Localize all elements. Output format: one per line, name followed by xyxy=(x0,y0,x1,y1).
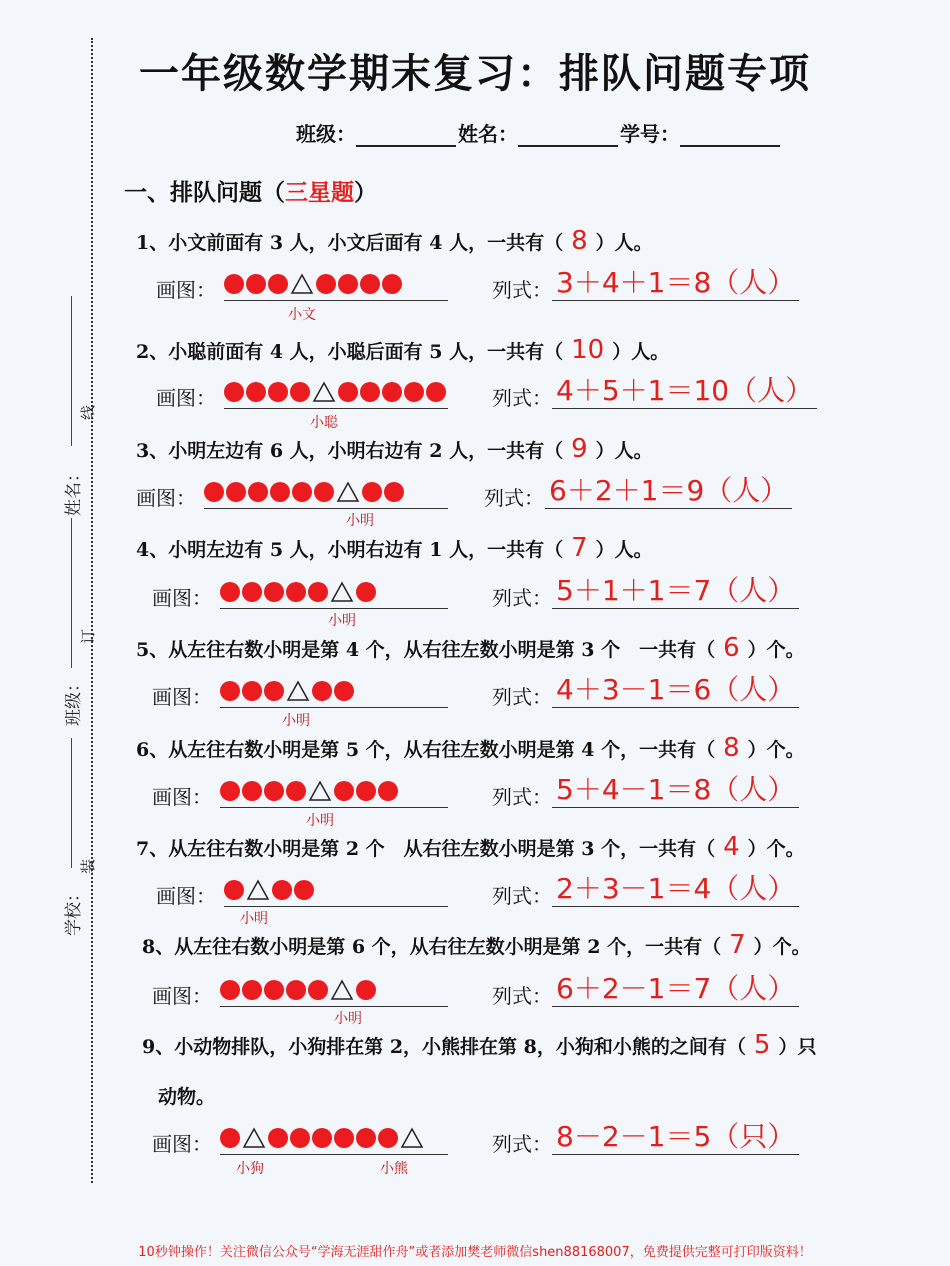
formula-label: 列式： xyxy=(492,1132,552,1156)
formula-answer: 8－2－1＝5（只） xyxy=(552,1120,799,1155)
person-dot xyxy=(404,382,424,402)
queue-drawing xyxy=(224,378,448,409)
person-dot xyxy=(242,781,262,801)
person-dot xyxy=(286,781,306,801)
binding-dotted-line xyxy=(91,38,93,1183)
person-dot xyxy=(268,274,288,294)
person-dot xyxy=(242,980,262,1000)
person-dot xyxy=(224,880,244,900)
person-dot xyxy=(270,482,290,502)
draw-label: 画图： xyxy=(152,984,212,1008)
person-dot xyxy=(290,1128,310,1148)
target-triangle-icon xyxy=(336,481,360,503)
question-text: 8、从左往右数小明是第 6 个，从右往左数小明是第 2 个，一共有（ xyxy=(142,936,722,958)
person-dot xyxy=(378,1128,398,1148)
person-dot xyxy=(338,274,358,294)
formula-answer: 2＋3－1＝4（人） xyxy=(552,872,799,907)
question-text: 2、小聪前面有 4 人，小聪后面有 5 人，一共有（ xyxy=(136,341,564,363)
target-triangle-icon xyxy=(312,381,336,403)
person-dot xyxy=(308,980,328,1000)
question-tail: ）人。 xyxy=(595,232,653,254)
target-triangle-icon xyxy=(242,1127,266,1149)
question-2 xyxy=(136,335,669,365)
target-triangle-icon xyxy=(246,879,270,901)
formula-label: 列式： xyxy=(484,486,544,510)
queue-drawing xyxy=(220,976,448,1007)
question-tail: ）人。 xyxy=(595,440,653,462)
formula-answer: 5＋1＋1＝7（人） xyxy=(552,574,799,609)
person-dot xyxy=(226,482,246,502)
answer-value: 6 xyxy=(723,633,740,663)
person-dot xyxy=(204,482,224,502)
answer-value: 7 xyxy=(729,930,746,960)
person-dot xyxy=(426,382,446,402)
person-dot xyxy=(268,1128,288,1148)
person-dot xyxy=(308,582,328,602)
person-dot xyxy=(268,382,288,402)
person-dot xyxy=(312,681,332,701)
question-text: 6、从左往右数小明是第 5 个，从右往左数小明是第 4 个，一共有（ xyxy=(136,739,716,761)
formula-answer: 3＋4＋1＝8（人） xyxy=(552,266,799,301)
person-dot xyxy=(264,582,284,602)
target-triangle-icon xyxy=(290,273,314,295)
person-dot xyxy=(220,1128,240,1148)
person-label: 小明 xyxy=(306,813,334,829)
question-tail: ）个。 xyxy=(753,936,811,958)
question-text: 4、小明左边有 5 人，小明右边有 1 人，一共有（ xyxy=(136,539,564,561)
section-suffix: ） xyxy=(354,180,377,206)
person-dot xyxy=(264,681,284,701)
answer-value: 10 xyxy=(571,335,605,365)
side-line-class xyxy=(71,518,72,668)
question-7 xyxy=(136,832,805,862)
page-title: 一年级数学期末复习：排队问题专项 xyxy=(139,51,811,97)
person-dot xyxy=(362,482,382,502)
section-heading xyxy=(124,174,377,207)
question-text: 9、小动物排队，小狗排在第 2，小熊排在第 8，小狗和小熊的之间有（ xyxy=(142,1036,746,1058)
question-tail: ）个。 xyxy=(747,838,805,860)
person-label: 小明 xyxy=(240,911,268,927)
footer-note: 10秒钟操作！关注微信公众号“学海无涯甜作舟”或者添加樊老师微信shen88168007，免费提供完整可打印版资料！ xyxy=(138,1245,812,1260)
person-dot xyxy=(290,382,310,402)
formula-answer: 4＋5＋1＝10（人） xyxy=(552,374,817,409)
queue-drawing xyxy=(220,677,448,708)
draw-label: 画图： xyxy=(156,278,216,302)
draw-label: 画图： xyxy=(152,685,212,709)
question-tail: ）个。 xyxy=(747,739,805,761)
draw-label: 画图： xyxy=(136,486,196,510)
person-label: 小狗 xyxy=(236,1161,264,1177)
person-dot xyxy=(220,681,240,701)
person-label: 小明 xyxy=(346,513,374,529)
person-dot xyxy=(314,482,334,502)
class-blank[interactable] xyxy=(356,121,456,147)
queue-drawing xyxy=(224,876,448,907)
person-dot xyxy=(224,274,244,294)
formula-answer: 5＋4－1＝8（人） xyxy=(552,773,799,808)
formula-label: 列式： xyxy=(492,984,552,1008)
person-dot xyxy=(360,274,380,294)
formula-label: 列式： xyxy=(492,785,552,809)
answer-value: 8 xyxy=(571,226,588,256)
person-label: 小明 xyxy=(328,613,356,629)
formula-answer: 6＋2＋1＝9（人） xyxy=(545,474,792,509)
formula-label: 列式： xyxy=(492,586,552,610)
person-dot xyxy=(246,274,266,294)
side-line-name xyxy=(71,296,72,446)
answer-value: 8 xyxy=(723,733,740,763)
draw-label: 画图： xyxy=(152,785,212,809)
person-label: 小聪 xyxy=(310,415,338,431)
person-label: 小熊 xyxy=(380,1161,408,1177)
question-4 xyxy=(136,533,653,563)
person-label: 小明 xyxy=(282,713,310,729)
question-9-line2: 动物。 xyxy=(158,1086,216,1108)
student-info-row xyxy=(296,118,782,147)
person-dot xyxy=(220,781,240,801)
draw-label: 画图： xyxy=(152,1132,212,1156)
person-dot xyxy=(292,482,312,502)
formula-label: 列式： xyxy=(492,685,552,709)
formula-label: 列式： xyxy=(492,386,552,410)
draw-label: 画图： xyxy=(156,884,216,908)
queue-drawing xyxy=(220,578,448,609)
person-dot xyxy=(286,582,306,602)
section-prefix: 一、排队问题（ xyxy=(124,180,285,206)
side-mark-line: 线 xyxy=(79,404,98,421)
question-tail: ）只 xyxy=(778,1036,817,1058)
question-text: 3、小明左边有 6 人，小明右边有 2 人，一共有（ xyxy=(136,440,564,462)
person-dot xyxy=(286,980,306,1000)
person-dot xyxy=(264,781,284,801)
draw-label: 画图： xyxy=(156,386,216,410)
person-dot xyxy=(224,382,244,402)
question-tail: ）人。 xyxy=(612,341,670,363)
name-blank[interactable] xyxy=(518,121,618,147)
question-3 xyxy=(136,434,653,464)
formula-label: 列式： xyxy=(492,278,552,302)
name-label: 姓名： xyxy=(458,122,518,146)
class-label: 班级： xyxy=(296,122,356,146)
person-dot xyxy=(382,382,402,402)
person-dot xyxy=(220,980,240,1000)
id-blank[interactable] xyxy=(680,121,780,147)
person-dot xyxy=(294,880,314,900)
person-dot xyxy=(338,382,358,402)
person-label: 小明 xyxy=(334,1011,362,1027)
question-8 xyxy=(142,930,811,960)
section-stars: 三星题 xyxy=(285,180,354,206)
question-tail: ）人。 xyxy=(595,539,653,561)
person-dot xyxy=(334,681,354,701)
question-text: 5、从左往右数小明是第 4 个，从右往左数小明是第 3 个 一共有（ xyxy=(136,639,716,661)
question-9 xyxy=(142,1030,816,1060)
id-label: 学号： xyxy=(620,122,680,146)
draw-label: 画图： xyxy=(152,586,212,610)
person-dot xyxy=(312,1128,332,1148)
question-5 xyxy=(136,633,805,663)
side-mark-ding: 订 xyxy=(79,628,98,645)
target-triangle-icon xyxy=(400,1127,424,1149)
target-triangle-icon xyxy=(286,680,310,702)
person-dot xyxy=(382,274,402,294)
person-dot xyxy=(360,382,380,402)
person-dot xyxy=(356,1128,376,1148)
side-school-label: 学校： xyxy=(64,885,84,936)
person-dot xyxy=(246,382,266,402)
queue-drawing xyxy=(220,777,448,808)
person-dot xyxy=(242,582,262,602)
side-line-school xyxy=(71,738,72,868)
answer-value: 7 xyxy=(571,533,588,563)
side-name-label: 姓名： xyxy=(64,465,84,516)
formula-answer: 4＋3－1＝6（人） xyxy=(552,673,799,708)
person-dot xyxy=(378,781,398,801)
question-text: 1、小文前面有 3 人，小文后面有 4 人，一共有（ xyxy=(136,232,564,254)
queue-drawing xyxy=(204,478,448,509)
question-text: 7、从左往右数小明是第 2 个 从右往左数小明是第 3 个，一共有（ xyxy=(136,838,716,860)
queue-drawing xyxy=(220,1124,448,1155)
question-1 xyxy=(136,226,653,256)
answer-value: 4 xyxy=(723,832,740,862)
person-dot xyxy=(316,274,336,294)
person-dot xyxy=(334,1128,354,1148)
person-dot xyxy=(356,781,376,801)
formula-label: 列式： xyxy=(492,884,552,908)
person-dot xyxy=(242,681,262,701)
person-dot xyxy=(334,781,354,801)
person-dot xyxy=(356,980,376,1000)
answer-value: 9 xyxy=(571,434,588,464)
person-dot xyxy=(384,482,404,502)
side-mark-zhuang: 装 xyxy=(79,858,98,875)
target-triangle-icon xyxy=(330,581,354,603)
person-dot xyxy=(220,582,240,602)
person-dot xyxy=(264,980,284,1000)
target-triangle-icon xyxy=(308,780,332,802)
target-triangle-icon xyxy=(330,979,354,1001)
side-class-label: 班级： xyxy=(64,675,84,726)
person-dot xyxy=(272,880,292,900)
answer-value: 5 xyxy=(753,1030,771,1060)
person-label: 小文 xyxy=(288,307,316,323)
question-6 xyxy=(136,733,805,763)
formula-answer: 6＋2－1＝7（人） xyxy=(552,972,799,1007)
person-dot xyxy=(356,582,376,602)
queue-drawing xyxy=(224,270,448,301)
question-tail: ）个。 xyxy=(747,639,805,661)
person-dot xyxy=(248,482,268,502)
